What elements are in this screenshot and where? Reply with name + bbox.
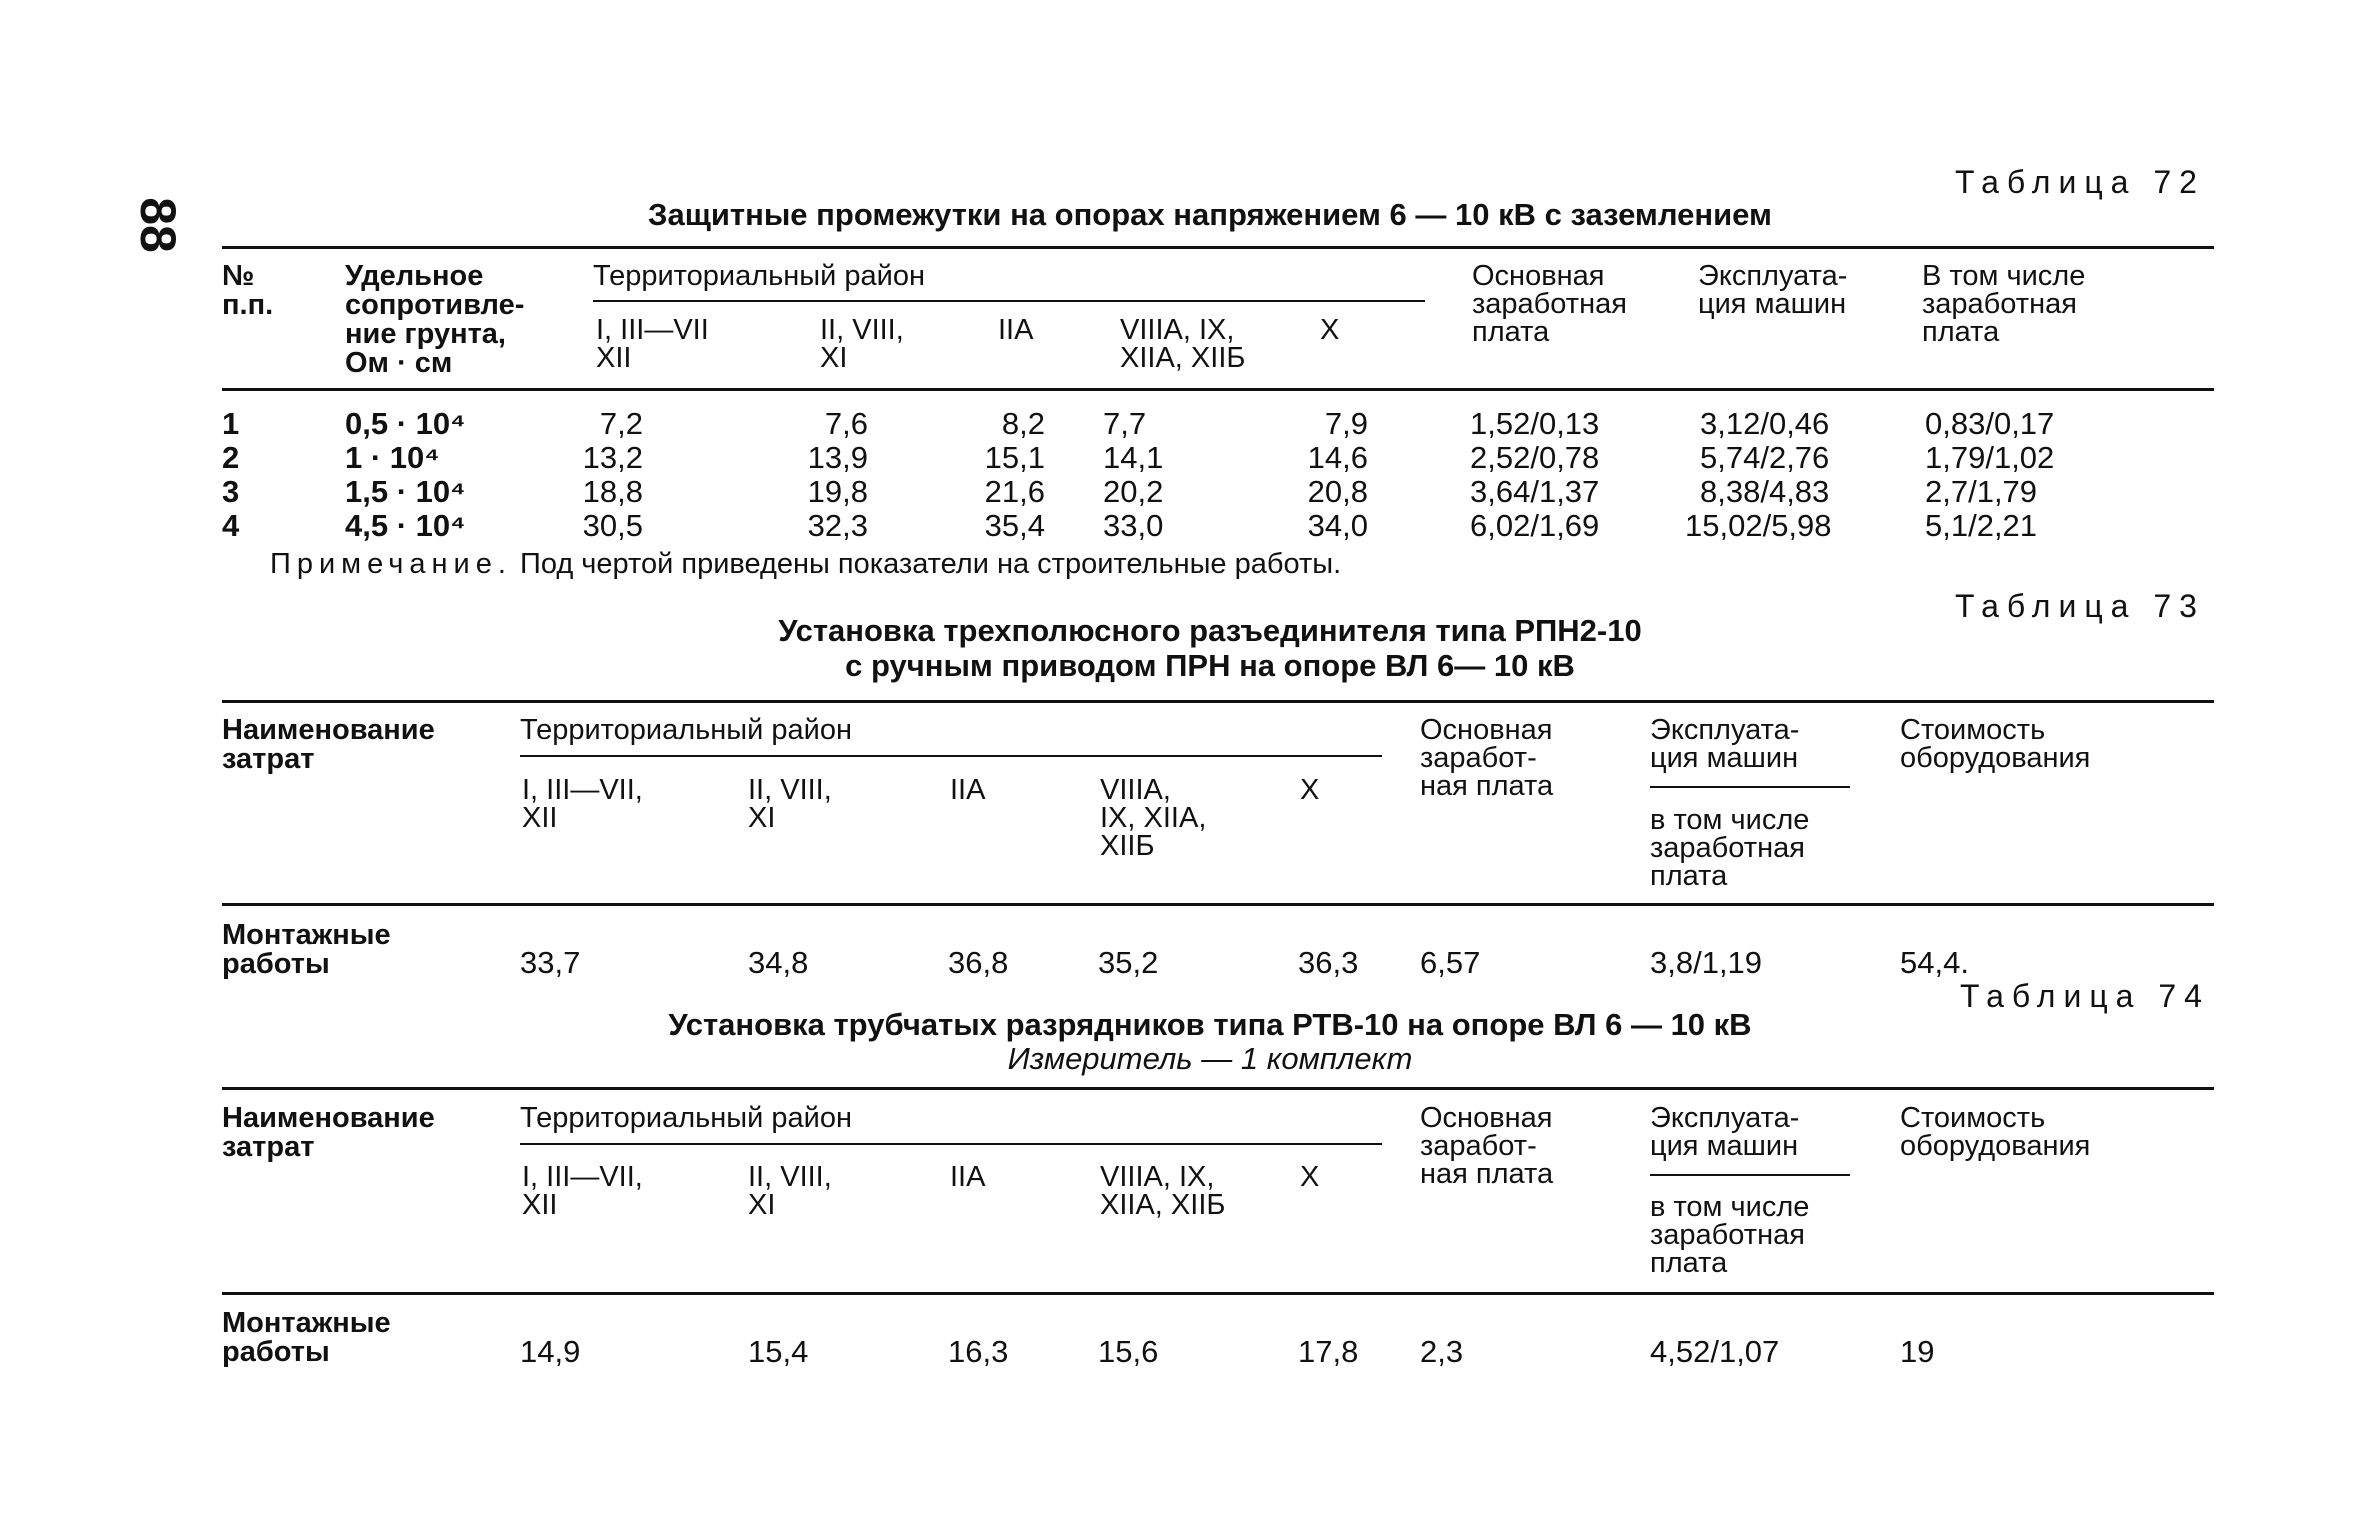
cell-region-4: 14,1 — [1103, 440, 1164, 475]
page-number: 88 — [130, 197, 186, 253]
cell-region-4: 15,6 — [1098, 1334, 1159, 1369]
col-header-region-1: I, III—VII, XII — [522, 774, 643, 834]
col-header-region-5: X — [1320, 314, 1340, 346]
table-73-title-line-2: с ручным приводом ПРН на опоре ВЛ 6— 10 кВ — [845, 648, 1575, 683]
col-header-equipment-cost: Стоимость оборудования — [1900, 1102, 2091, 1162]
col-header-base-wage: Основная заработная плата — [1472, 260, 1627, 348]
cell-equipment-cost: 19 — [1900, 1334, 1935, 1369]
col-header-territorial-region: Территориальный район — [593, 260, 925, 292]
cell-including-wage: 2,7/1,79 — [1925, 474, 2038, 509]
col-header-number: № п.п. — [222, 260, 274, 321]
cell-machine-operation: 15,02/5,98 — [1685, 508, 1832, 543]
cell-region-2: 13,9 — [807, 440, 868, 475]
cell-region-5: 36,3 — [1298, 945, 1359, 980]
table-73-title-line-1: Установка трехполюсного разъединителя типа РПН2-10 — [778, 613, 1642, 648]
cell-number: 2 — [222, 440, 240, 475]
col-header-resistivity: Удельное сопротивле- ние грунта, Ом · см — [345, 260, 525, 379]
cell-resistivity: 1,5 · 10⁴ — [345, 474, 466, 509]
table-74-title: Установка трубчатых разрядников типа РТВ-10 на опоре ВЛ 6 — 10 кВ — [668, 1007, 1752, 1042]
col-header-region-5: X — [1300, 774, 1320, 806]
cell-region-1: 18,8 — [582, 474, 643, 509]
table-74-header-rule — [222, 1292, 2214, 1295]
col-header-territorial-region: Территориальный район — [520, 714, 852, 746]
cell-base-wage: 2,3 — [1420, 1334, 1464, 1369]
cell-machine-operation: 5,74/2,76 — [1700, 440, 1830, 475]
cell-including-wage: 5,1/2,21 — [1925, 508, 2038, 543]
cell-region-5: 20,8 — [1307, 474, 1368, 509]
cell-region-1: 14,9 — [520, 1334, 581, 1369]
note-label: Примечание. — [270, 548, 512, 580]
cell-base-wage: 1,52/0,13 — [1470, 406, 1600, 441]
col-header-base-wage: Основная заработ- ная плата — [1420, 714, 1554, 802]
col-header-machine-operation: Эксплуата- ция машин — [1650, 1102, 1800, 1162]
cell-region-3: 8,2 — [1001, 406, 1045, 441]
col-header-including-wage: в том числе заработная плата — [1650, 804, 1810, 892]
cell-base-wage: 2,52/0,78 — [1470, 440, 1600, 475]
col-header-region-2: II, VIII, XI — [820, 314, 904, 374]
col-header-machine-operation: Эксплуата- ция машин — [1650, 714, 1800, 774]
cell-region-2: 32,3 — [807, 508, 868, 543]
cell-including-wage: 0,83/0,17 — [1925, 406, 2055, 441]
table-72-label: Таблица 72 — [1955, 164, 2205, 200]
cell-number: 1 — [222, 406, 240, 441]
cell-equipment-cost: 54,4. — [1900, 945, 1969, 980]
cell-region-1: 7,2 — [599, 406, 643, 441]
cell-region-1: 13,2 — [582, 440, 643, 475]
table-72-header-rule — [222, 388, 2214, 391]
cell-region-1: 30,5 — [582, 508, 643, 543]
cell-region-5: 17,8 — [1298, 1334, 1359, 1369]
cell-cost-name: Монтажные работы — [222, 1307, 391, 1368]
col-header-region-4: VIIIA, IX, XIIA, XIIБ — [1100, 1161, 1226, 1221]
col-header-region-3: IIA — [950, 1161, 986, 1193]
cell-resistivity: 0,5 · 10⁴ — [345, 406, 466, 441]
machine-sub-rule — [1650, 786, 1850, 788]
col-header-cost-name: Наименование затрат — [222, 714, 435, 775]
cell-region-3: 16,3 — [948, 1334, 1009, 1369]
table-73-top-rule — [222, 700, 2214, 703]
note-text: Под чертой приведены показатели на строительные работы. — [519, 548, 1342, 580]
table-73-label: Таблица 73 — [1955, 588, 2205, 624]
cell-region-5: 14,6 — [1307, 440, 1368, 475]
cell-region-3: 36,8 — [948, 945, 1009, 980]
col-header-region-4: VIIIA, IX, XIIA, XIIБ — [1100, 774, 1207, 862]
cell-region-1: 33,7 — [520, 945, 581, 980]
cell-region-3: 35,4 — [984, 508, 1045, 543]
table-72-title: Защитные промежутки на опорах напряжением 6 — 10 кВ с заземлением — [648, 197, 1772, 232]
cell-including-wage: 1,79/1,02 — [1925, 440, 2055, 475]
col-header-machine-operation: Эксплуата- ция машин — [1698, 260, 1848, 320]
table-73-header-rule — [222, 903, 2214, 906]
cell-machine-operation: 3,12/0,46 — [1700, 406, 1830, 441]
cell-region-2: 15,4 — [748, 1334, 809, 1369]
region-sub-rule — [520, 1143, 1382, 1145]
cell-region-2: 34,8 — [748, 945, 809, 980]
cell-number: 3 — [222, 474, 240, 509]
col-header-region-1: I, III—VII XII — [596, 314, 709, 374]
table-74-label: Таблица 74 — [1960, 978, 2210, 1014]
col-header-region-2: II, VIII, XI — [748, 774, 832, 834]
col-header-region-4: VIIIA, IX, XIIA, XIIБ — [1120, 314, 1246, 374]
cell-number: 4 — [222, 508, 240, 543]
cell-region-5: 7,9 — [1324, 406, 1368, 441]
cell-resistivity: 1 · 10⁴ — [345, 440, 440, 475]
col-header-region-1: I, III—VII, XII — [522, 1161, 643, 1221]
col-header-cost-name: Наименование затрат — [222, 1102, 435, 1163]
table-72-top-rule — [222, 246, 2214, 249]
col-header-region-5: X — [1300, 1161, 1320, 1193]
cell-machine-operation: 3,8/1,19 — [1650, 945, 1763, 980]
cell-machine-operation: 8,38/4,83 — [1700, 474, 1830, 509]
col-header-including-wage: В том числе заработная плата — [1922, 260, 2086, 348]
region-sub-rule — [520, 755, 1382, 757]
col-header-region-3: IIA — [998, 314, 1034, 346]
cell-region-2: 7,6 — [824, 406, 868, 441]
cell-region-4: 20,2 — [1103, 474, 1164, 509]
col-header-equipment-cost: Стоимость оборудования — [1900, 714, 2091, 774]
cell-cost-name: Монтажные работы — [222, 919, 391, 980]
cell-base-wage: 6,02/1,69 — [1470, 508, 1600, 543]
table-74-subtitle: Измеритель — 1 комплект — [1007, 1041, 1413, 1076]
table-74-top-rule — [222, 1087, 2214, 1090]
cell-region-2: 19,8 — [807, 474, 868, 509]
col-header-region-3: IIA — [950, 774, 986, 806]
cell-region-4: 33,0 — [1103, 508, 1164, 543]
cell-base-wage: 3,64/1,37 — [1470, 474, 1600, 509]
col-header-base-wage: Основная заработ- ная плата — [1420, 1102, 1554, 1190]
cell-region-3: 15,1 — [984, 440, 1045, 475]
cell-resistivity: 4,5 · 10⁴ — [345, 508, 466, 543]
cell-region-3: 21,6 — [984, 474, 1045, 509]
region-sub-rule — [593, 300, 1425, 302]
table-72-note — [270, 548, 1341, 581]
cell-machine-operation: 4,52/1,07 — [1650, 1334, 1780, 1369]
col-header-region-2: II, VIII, XI — [748, 1161, 832, 1221]
cell-region-4: 35,2 — [1098, 945, 1159, 980]
cell-region-4: 7,7 — [1103, 406, 1147, 441]
col-header-including-wage: в том числе заработная плата — [1650, 1191, 1810, 1279]
cell-region-5: 34,0 — [1307, 508, 1368, 543]
cell-base-wage: 6,57 — [1420, 945, 1481, 980]
machine-sub-rule — [1650, 1174, 1850, 1176]
col-header-territorial-region: Территориальный район — [520, 1102, 852, 1134]
